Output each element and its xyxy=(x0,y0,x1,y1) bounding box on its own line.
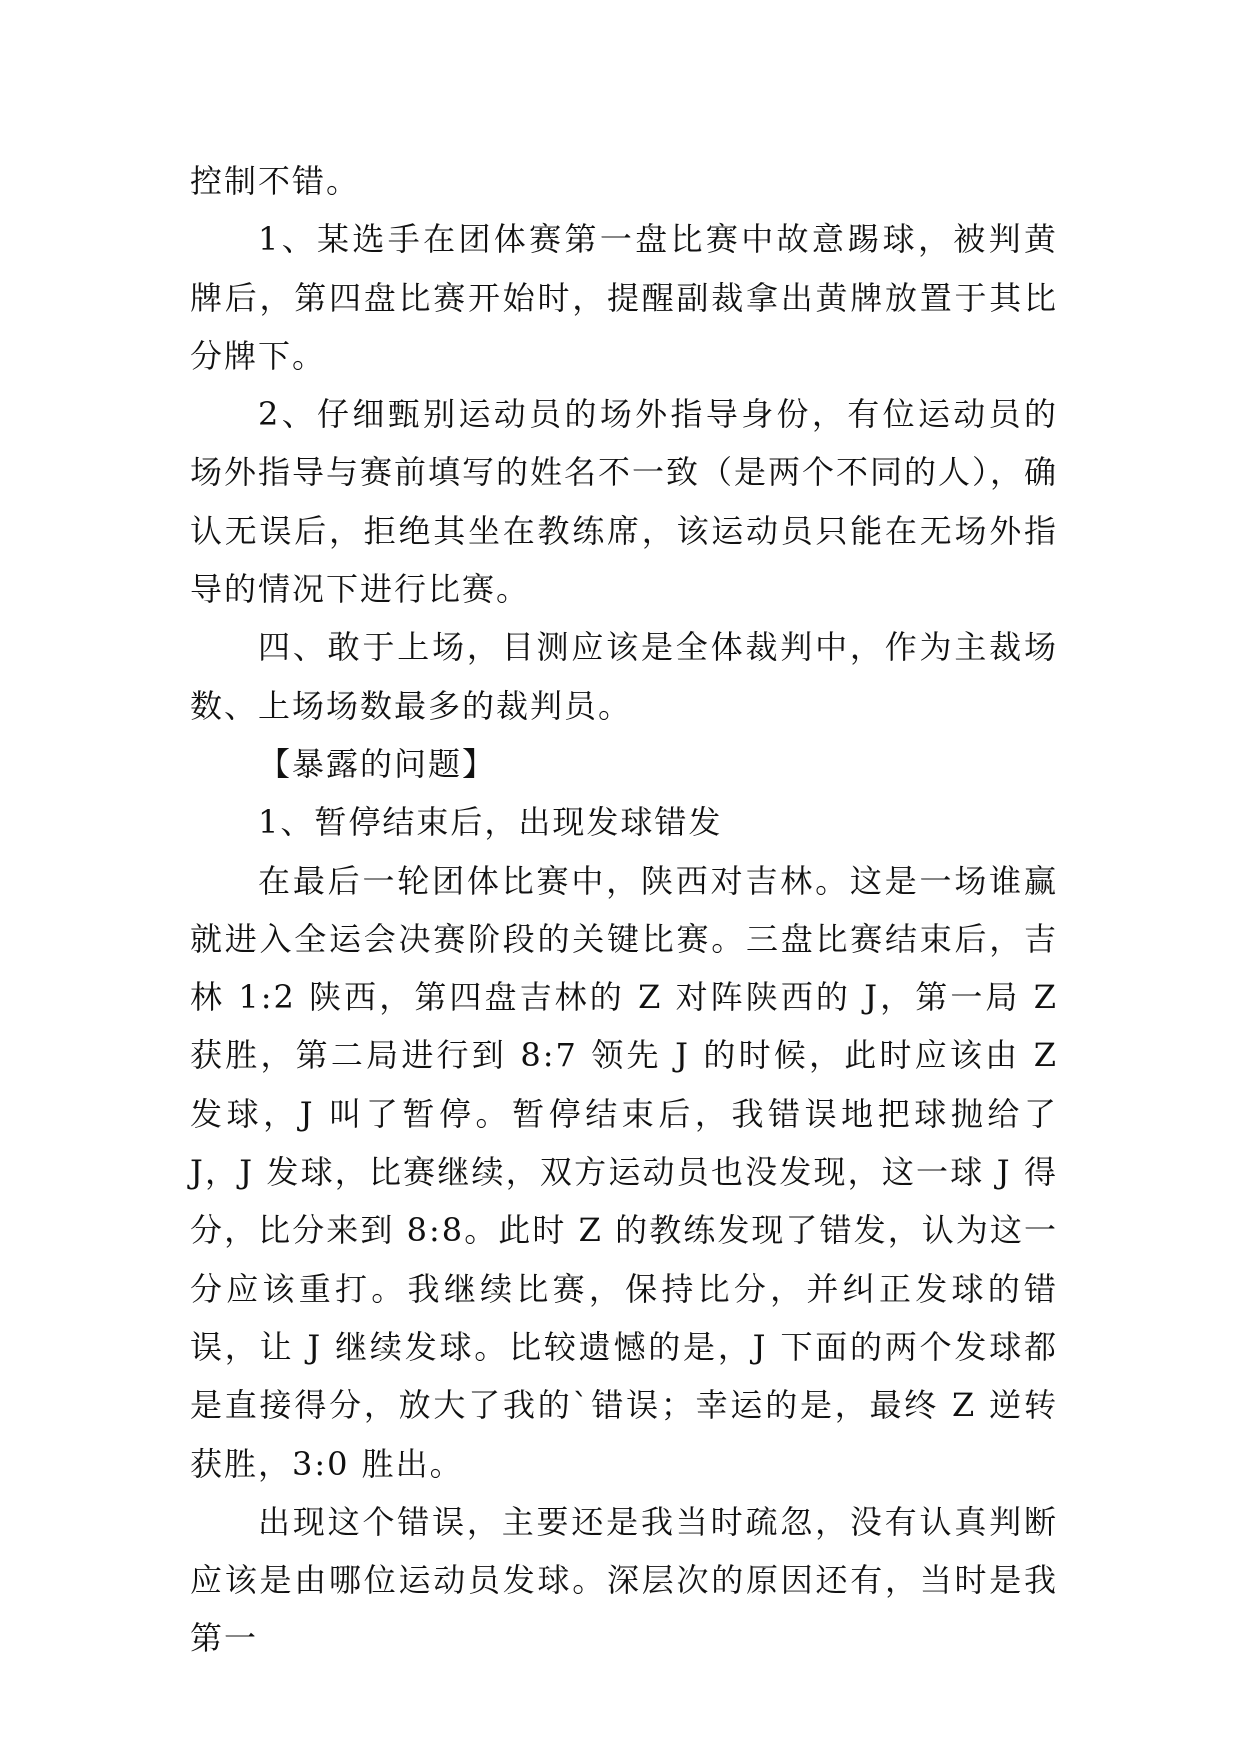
paragraph-reflection: 出现这个错误，主要还是我当时疏忽，没有认真判断应该是由哪位运动员发球。深层次的原因还有，当时是我第一 xyxy=(190,1502,1058,1658)
document-body xyxy=(190,152,1058,1668)
paragraph-continuation: 控制不错。 xyxy=(190,162,361,200)
paragraph-item-2: 2、仔细甄别运动员的场外指导身份，有位运动员的场外指导与赛前填写的姓名不一致（是两个不同的人），确认无误后，拒绝其坐在教练席，该运动员只能在无场外指导的情况下进行比赛。 xyxy=(190,395,1059,609)
paragraph-narrative: 在最后一轮团体比赛中，陕西对吉林。这是一场谁赢就进入全运会决赛阶段的关键比赛。三盘比赛结束后，吉林 1:2 陕西，第四盘吉林的 Z 对阵陕西的 J，第一局 Z 获胜，第二局进行到 8:7 领先 J 的时候，此时应该由 Z 发球，J 叫了暂停。暂停结束后，我错误地把球抛给了 J，J 发球，比赛继续，双方运动员也没发现，这一球 J 得分，比分来到 8:8。此时 Z 的教练发现了错发，认为这一分应该重打。我继续比赛，保持比分，并纠正发球的错误，让 J 继续发球。比较遗憾的是，J 下面的两个发球都是直接得分，放大了我的`错误；幸运的是，最终 Z 逆转获胜，3:0 胜出。 xyxy=(190,861,1058,1483)
paragraph-section-4: 四、敢于上场，目测应该是全体裁判中，作为主裁场数、上场场数最多的裁判员。 xyxy=(190,628,1058,725)
subheading-1: 1、暂停结束后，出现发球错发 xyxy=(258,803,723,842)
section-heading: 【暴露的问题】 xyxy=(258,744,497,783)
paragraph-item-1: 1、某选手在团体赛第一盘比赛中故意踢球，被判黄牌后，第四盘比赛开始时，提醒副裁拿出黄牌放置于其比分牌下。 xyxy=(190,220,1058,375)
